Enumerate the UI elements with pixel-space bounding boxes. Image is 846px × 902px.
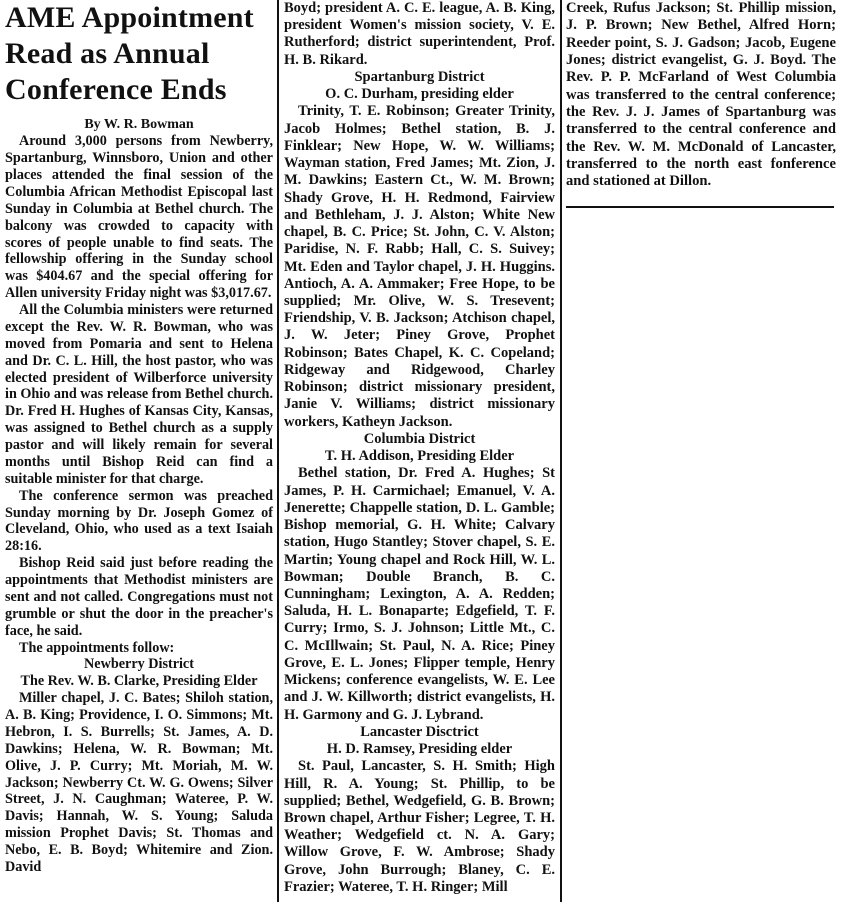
district-heading-spartanburg: Spartanburg District — [354, 68, 485, 85]
column-rule-right — [560, 0, 562, 902]
elder-heading-spartanburg: O. C. Durham, presiding elder — [325, 86, 514, 103]
appointments-newberry-continued: Boyd; president A. C. E. league, A. B. King, president Women's mission society, V. E. Rutherford; district superintendent, Prof. H. B. Rikard. — [284, 0, 555, 68]
paragraph-bishop: Bishop Reid said just before reading the appointments that Methodist ministers are sent and not called. Congregations must not grumble or shut the door in the preacher's face, he said. — [5, 555, 273, 639]
elder-heading-columbia: T. H. Addison, Presiding Elder — [324, 448, 515, 465]
byline: By W. R. Bowman — [84, 117, 194, 132]
headline-line-1: AME Appointment — [5, 1, 254, 34]
headline — [5, 0, 273, 108]
district-heading-columbia: Columbia District — [363, 430, 476, 447]
elder-heading-lancaster: H. D. Ramsey, Presiding elder — [326, 741, 513, 758]
district-heading-lancaster: Lancaster Disctrict — [360, 723, 479, 740]
headline-line-2: Read as Annual — [5, 37, 210, 70]
paragraph-appointments-intro: The appointments follow: — [19, 639, 175, 656]
appointments-newberry: Miller chapel, J. C. Bates; Shiloh station, A. B. King; Providence, I. O. Simmons; Mt. Hebron, I. S. Burrells; St. James, A. D. Dawkins; Helena, W. R. Bowman; Mt. Olive, J. P. Curry; Mt. Moriah, M. W. Jackson; Newberry Ct. W. G. Owens; Silver Street, J. N. Caughman; Wateree, P. W. Davis; Hannah, W. S. Young; Saluda mission Prophet Davis; St. Thomas and Nebo, E. B. Boyd; Whitemire and Zion. David — [5, 690, 273, 875]
headline-line-3: Conference Ends — [5, 73, 227, 106]
article-end-rule — [566, 206, 834, 208]
appointments-spartanburg: Trinity, T. E. Robinson; Greater Trinity, Jacob Holmes; Bethel station, B. J. Finklear; New Hope, W. W. Williams; Wayman station, Fred James; Mt. Zion, J. M. Dawkins; Eastern Ct., W. M. Brown; Shady Grove, H. H. Redmond, Fairview and Bethleham, J. J. Alston; White New chapel, B. C. Price; St. John, C. V. Alston; Paridise, N. F. Rabb; Hall, C. S. Suivey; Mt. Eden and Taylor chapel, J. H. Huggins. Antioch, A. A. Ammaker; Free Hope, to be supplied; Mr. Olive, W. S. Tresevent; Friendship, V. B. Jackson; Atchison chapel, J. W. Jeter; Piney Grove, Prophet Robinson; Bates Chapel, K. C. Copeland; Ridgeway and Ridgewood, Charley Robinson; district missionary president, Janie V. Williams; district missionary workers, Katheyn Jackson. — [284, 103, 555, 430]
paragraph-attendance: Around 3,000 persons from Newberry, Spartanburg, Winnsboro, Union and other places attended the final session of the Columbia African Methodist Episcopal last Sunday in Columbia at Bethel church. The balcony was crowded to capacity with scores of people unable to find seats. The fellowship offering in the Sunday school was $404.67 and the special offering for Allen university Friday night was $3,017.67. — [5, 133, 273, 302]
paragraph-sermon: The conference sermon was preached Sunday morning by Dr. Joseph Gomez of Cleveland, Ohio, who used as a text Isaiah 28:16. — [5, 487, 273, 555]
column-3 — [566, 0, 836, 191]
column-2 — [284, 0, 555, 896]
column-rule-left — [277, 0, 279, 902]
column-1 — [5, 0, 273, 876]
paragraph-ministers: All the Columbia ministers were returned except the Rev. W. R. Bowman, who was moved from Pomaria and sent to Helena and Dr. C. L. Hill, the host pastor, who was elected president of Wilberforce university in Ohio and was release from Bethel church. Dr. Fred H. Hughes of Kansas City, Kansas, was assigned to Bethel church as a supply pastor and will likely remain for several months until Bishop Reid can find a suitable minister for that charge. — [5, 302, 273, 487]
appointments-lancaster-continued: Creek, Rufus Jackson; St. Phillip mission, J. P. Brown; New Bethel, Alfred Horn; Reeder point, S. J. Gadson; Jacob, Eugene Jones; district evangelist, G. J. Boyd. The Rev. P. P. McFarland of West Columbia was transferred to the central conference; the Rev. J. J. James of Spartanburg was transferred to the central conference and the Rev. W. M. McDonald of Lancaster, transferred to the north east fonference and stationed at Dillon. — [566, 0, 836, 190]
elder-heading-newberry: The Rev. W. B. Clarke, Presiding Elder — [20, 673, 258, 690]
appointments-columbia: Bethel station, Dr. Fred A. Hughes; St James, P. H. Carmichael; Emanuel, V. A. Jenerette; Chappelle station, D. L. Gamble; Bishop memorial, G. H. White; Calvary station, Hugo Stantley; Stover chapel, S. E. Martin; Young chapel and Rock Hill, W. L. Bowman; Double Branch, B. C. Cunningham; Lexington, A. A. Redden; Saluda, H. L. Bonaparte; Edgefield, T. F. Curry; Irmo, S. J. Johnson; Little Mt., C. C. McIllwain; St. Paul, N. A. Rice; Piney Grove, E. L. Jones; Flipper temple, Henry Mickens; conference evangelists, W. E. Lee and J. W. Killworth; district evangelists, H. H. Garmony and G. J. Lybrand. — [284, 465, 555, 723]
district-heading-newberry: Newberry District — [84, 656, 194, 673]
appointments-lancaster: St. Paul, Lancaster, S. H. Smith; High Hill, R. A. Young; St. Phillip, to be supplied; Bethel, Wedgefield, G. B. Brown; Brown chapel, Arthur Fisher; Legree, T. H. Weather; Wedgefield ct. N. A. Gary; Willow Grove, F. W. Ambrose; Shady Grove, John Burrough; Blaney, C. E. Frazier; Wateree, T. H. Ringer; Mill — [284, 758, 555, 895]
